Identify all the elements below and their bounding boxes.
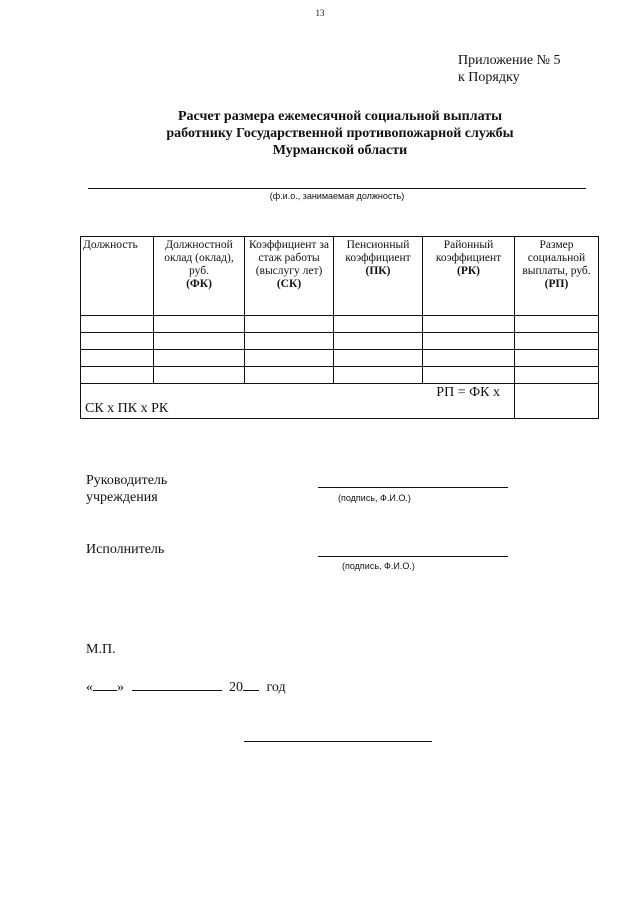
table-row (81, 367, 599, 384)
table-cell[interactable] (154, 367, 245, 384)
date-open-quote: « (86, 680, 93, 695)
header-regional-code: (РК) (456, 265, 481, 277)
executor-signature-line[interactable] (318, 556, 508, 557)
head-signature-caption: (подпись, Ф.И.О.) (338, 493, 411, 503)
fio-caption: (ф.и.о., занимаемая должность) (269, 191, 405, 201)
header-position (81, 237, 154, 316)
header-salary (154, 237, 245, 316)
table-cell[interactable] (423, 367, 515, 384)
bottom-signature-line[interactable] (244, 741, 432, 742)
table-cell[interactable] (515, 350, 599, 367)
header-payment (515, 237, 599, 316)
table-cell[interactable] (515, 367, 599, 384)
calculation-table (80, 236, 599, 419)
title-line-3: Мурманской области (272, 143, 408, 158)
appendix-line-1: Приложение № 5 (458, 53, 561, 68)
header-seniority (245, 237, 334, 316)
table-cell[interactable] (154, 350, 245, 367)
header-pension-code: (ПК) (365, 265, 391, 277)
table-cell[interactable] (81, 316, 154, 333)
header-pension-text: Пенсионный коэффициент (345, 239, 411, 264)
head-label-line-2: учреждения (86, 490, 158, 505)
date-year-blank[interactable] (243, 678, 259, 691)
stamp-place: М.П. (86, 642, 116, 657)
document-title (120, 108, 560, 159)
table-row (81, 333, 599, 350)
appendix-line-2: к Порядку (458, 70, 520, 85)
date-line (86, 678, 286, 696)
header-seniority-text: Коэффициент за стаж работы (выслугу лет) (249, 239, 329, 277)
formula-part-2: СК х ПК х РК (85, 401, 169, 416)
page-number: 13 (315, 8, 325, 18)
payment-result-cell[interactable] (515, 384, 599, 419)
appendix-reference (458, 52, 561, 86)
head-signature-label (86, 472, 167, 506)
table-header-row (81, 237, 599, 316)
table-cell[interactable] (245, 333, 334, 350)
table-cell[interactable] (81, 367, 154, 384)
date-day-blank[interactable] (93, 678, 117, 691)
table-cell[interactable] (334, 350, 423, 367)
fio-field-line[interactable] (88, 188, 586, 189)
title-line-2: работнику Государственной противопожарной службы (166, 126, 514, 141)
header-salary-text: Должностной оклад (оклад), руб. (164, 239, 234, 277)
table-cell[interactable] (154, 333, 245, 350)
header-salary-code: (ФК) (186, 278, 212, 290)
header-regional-text: Районный коэффициент (435, 239, 502, 264)
date-year-suffix: год (266, 680, 286, 695)
executor-signature-caption: (подпись, Ф.И.О.) (342, 561, 415, 571)
table-cell[interactable] (154, 316, 245, 333)
table-cell[interactable] (334, 316, 423, 333)
executor-signature-label: Исполнитель (86, 542, 165, 557)
head-label-line-1: Руководитель (86, 473, 168, 488)
header-position-text: Должность (83, 239, 138, 251)
table-cell[interactable] (245, 367, 334, 384)
table-cell[interactable] (334, 367, 423, 384)
header-payment-text: Размер социальной выплаты, руб. (522, 239, 591, 277)
table-cell[interactable] (515, 316, 599, 333)
header-pension (334, 237, 423, 316)
table-row (81, 316, 599, 333)
formula-cell (81, 384, 515, 419)
table-cell[interactable] (515, 333, 599, 350)
table-row (81, 350, 599, 367)
formula-row (81, 384, 599, 419)
table-cell[interactable] (245, 316, 334, 333)
table-cell[interactable] (423, 316, 515, 333)
head-signature-line[interactable] (318, 487, 508, 488)
table-cell[interactable] (81, 350, 154, 367)
header-seniority-code: (СК) (276, 278, 302, 290)
table-cell[interactable] (81, 333, 154, 350)
header-regional (423, 237, 515, 316)
date-month-blank[interactable] (132, 678, 222, 691)
table-cell[interactable] (423, 333, 515, 350)
table-cell[interactable] (245, 350, 334, 367)
header-payment-code: (РП) (544, 278, 569, 290)
date-close-quote: » (117, 680, 124, 695)
date-year-prefix: 20 (229, 680, 243, 695)
formula-part-1: РП = ФК х (436, 385, 500, 400)
title-line-1: Расчет размера ежемесячной социальной выплаты (177, 109, 503, 124)
table-cell[interactable] (423, 350, 515, 367)
table-cell[interactable] (334, 333, 423, 350)
